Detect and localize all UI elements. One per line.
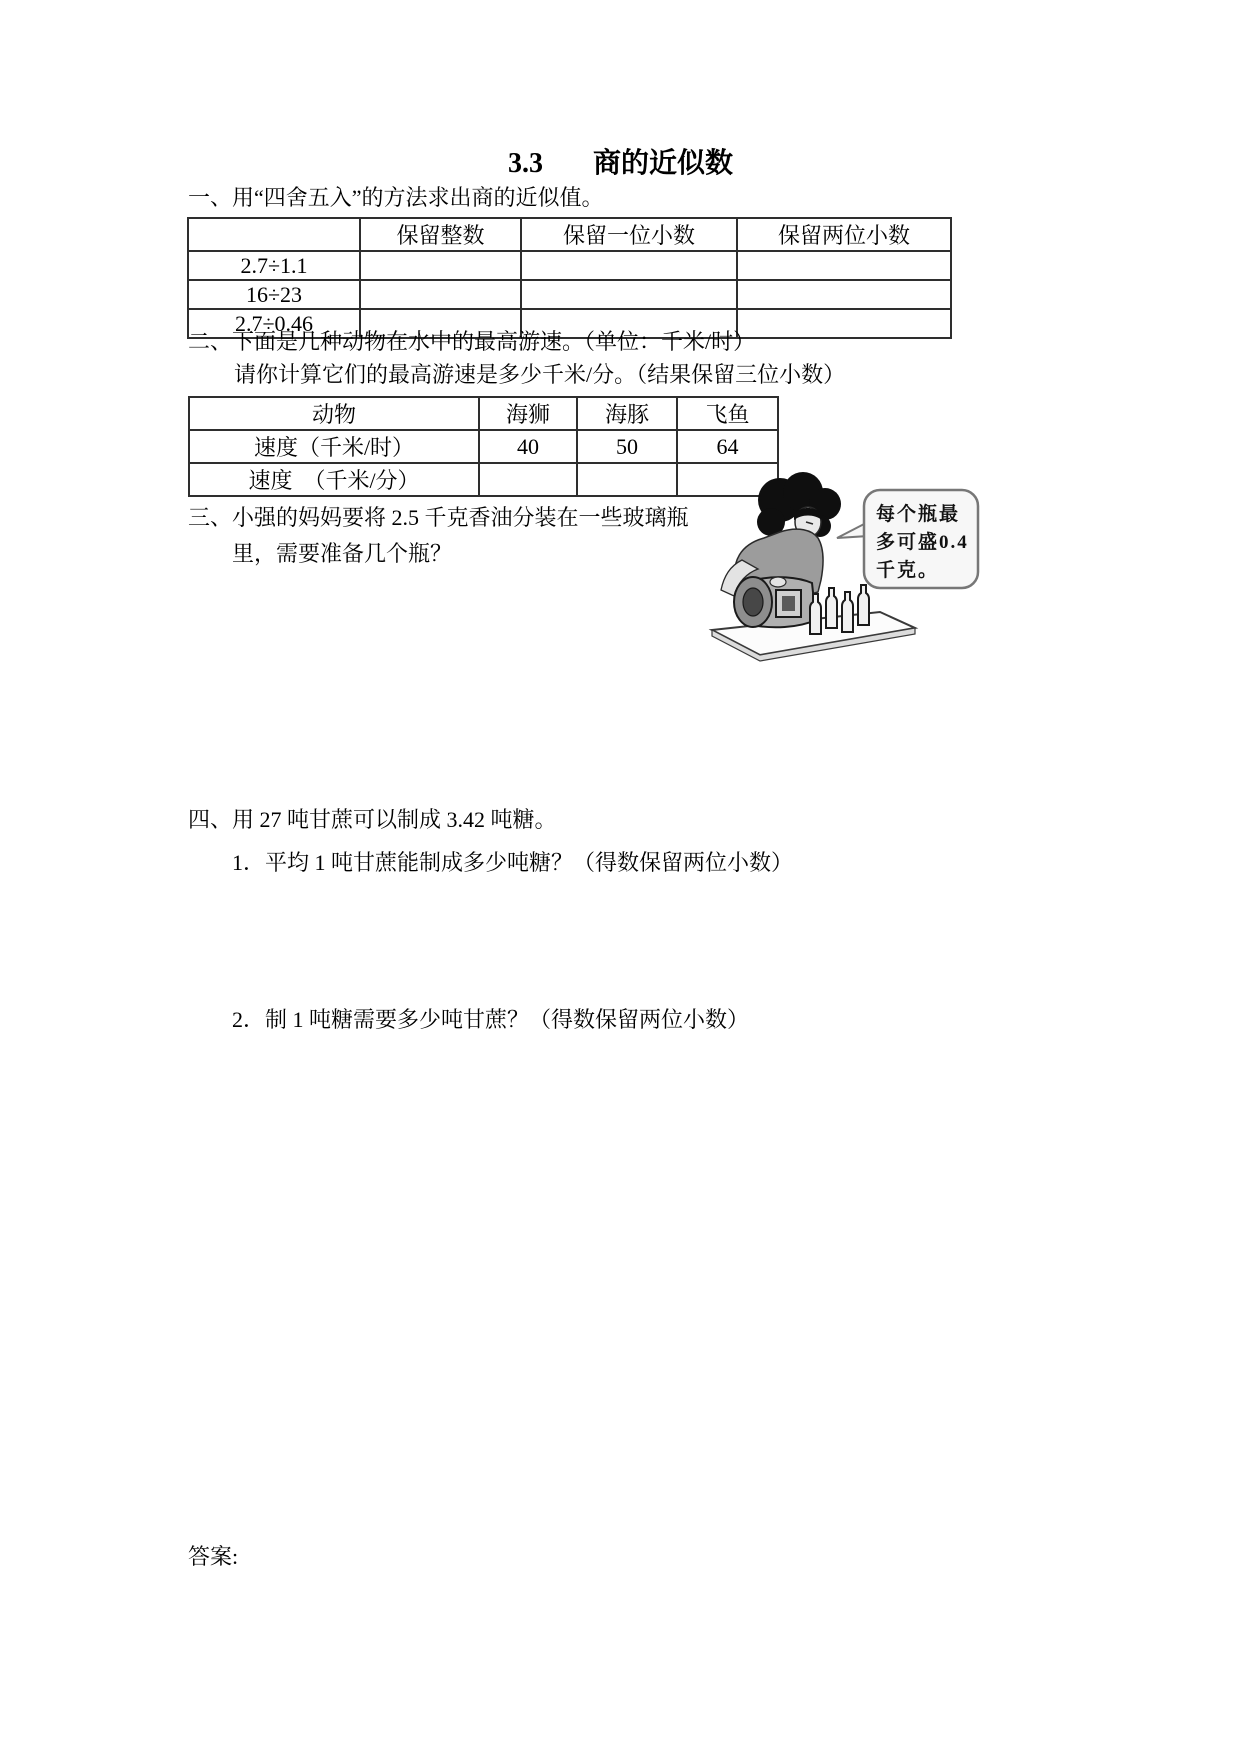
speech-bubble	[837, 490, 978, 588]
answer-cell	[360, 280, 521, 309]
answer-cell	[521, 280, 737, 309]
header-cell: 保留两位小数	[737, 218, 951, 251]
header-cell: 飞鱼	[677, 397, 778, 430]
header-cell: 海狮	[479, 397, 577, 430]
table-row	[188, 251, 951, 280]
header-cell: 动物	[189, 397, 479, 430]
answers-label: 答案:	[188, 1544, 239, 1569]
answer-cell	[521, 251, 737, 280]
row-label-cell: 2.7÷0.46	[188, 309, 360, 338]
header-cell: 保留一位小数	[521, 218, 737, 251]
row-label-cell: 2.7÷1.1	[188, 251, 360, 280]
question-3-line2: 里，需要准备几个瓶？	[232, 541, 453, 566]
bubble-text-line2: 多可盛0.4	[876, 532, 969, 553]
oil-drum	[734, 577, 816, 627]
woman-hand	[770, 577, 786, 587]
question-3-line1: 三、小强的妈妈要将 2.5 千克香油分装在一些玻璃瓶	[188, 505, 689, 530]
question-2-line2: 请你计算它们的最高游速是多少千米/分。（结果保留三位小数）	[234, 362, 846, 387]
value-cell: 40	[479, 430, 577, 463]
answer-cell	[737, 280, 951, 309]
answer-cell	[737, 309, 951, 338]
table-header-row	[188, 218, 951, 251]
header-cell: 保留整数	[360, 218, 521, 251]
question-4-line1: 四、用 27 吨甘蔗可以制成 3.42 吨糖。	[188, 807, 557, 832]
answer-cell	[360, 251, 521, 280]
answer-cell	[737, 251, 951, 280]
row-label-cell: 速度（千米/时）	[189, 430, 479, 463]
question-4-sub1: 1．平均 1 吨甘蔗能制成多少吨糖？（得数保留两位小数）	[232, 850, 794, 875]
row-label-cell: 16÷23	[188, 280, 360, 309]
bubble-text-line3: 千克。	[876, 560, 940, 581]
question-2-line1: 二、下面是几种动物在水中的最高游速。（单位：千米/时）	[188, 329, 756, 354]
table-row	[188, 280, 951, 309]
page-title	[0, 149, 1241, 179]
row-label-cell: 速度 （千米/分）	[189, 463, 479, 496]
question-4-sub2: 2．制 1 吨糖需要多少吨甘蔗？（得数保留两位小数）	[232, 1007, 750, 1032]
value-cell: 64	[677, 430, 778, 463]
header-cell: 海豚	[577, 397, 677, 430]
title-text: 商的近似数	[592, 148, 733, 179]
bubble-text-line1: 每个瓶最	[876, 504, 961, 525]
woman-pouring-oil-illustration	[640, 438, 985, 670]
question-1-heading: 一、用“四舍五入”的方法求出商的近似值。	[188, 185, 604, 210]
header-cell-blank	[188, 218, 360, 251]
answer-cell	[479, 463, 577, 496]
section-number: 3.3	[507, 148, 543, 179]
question-1-table	[187, 217, 952, 339]
table-header-row	[189, 397, 778, 430]
value-cell: 50	[577, 430, 677, 463]
